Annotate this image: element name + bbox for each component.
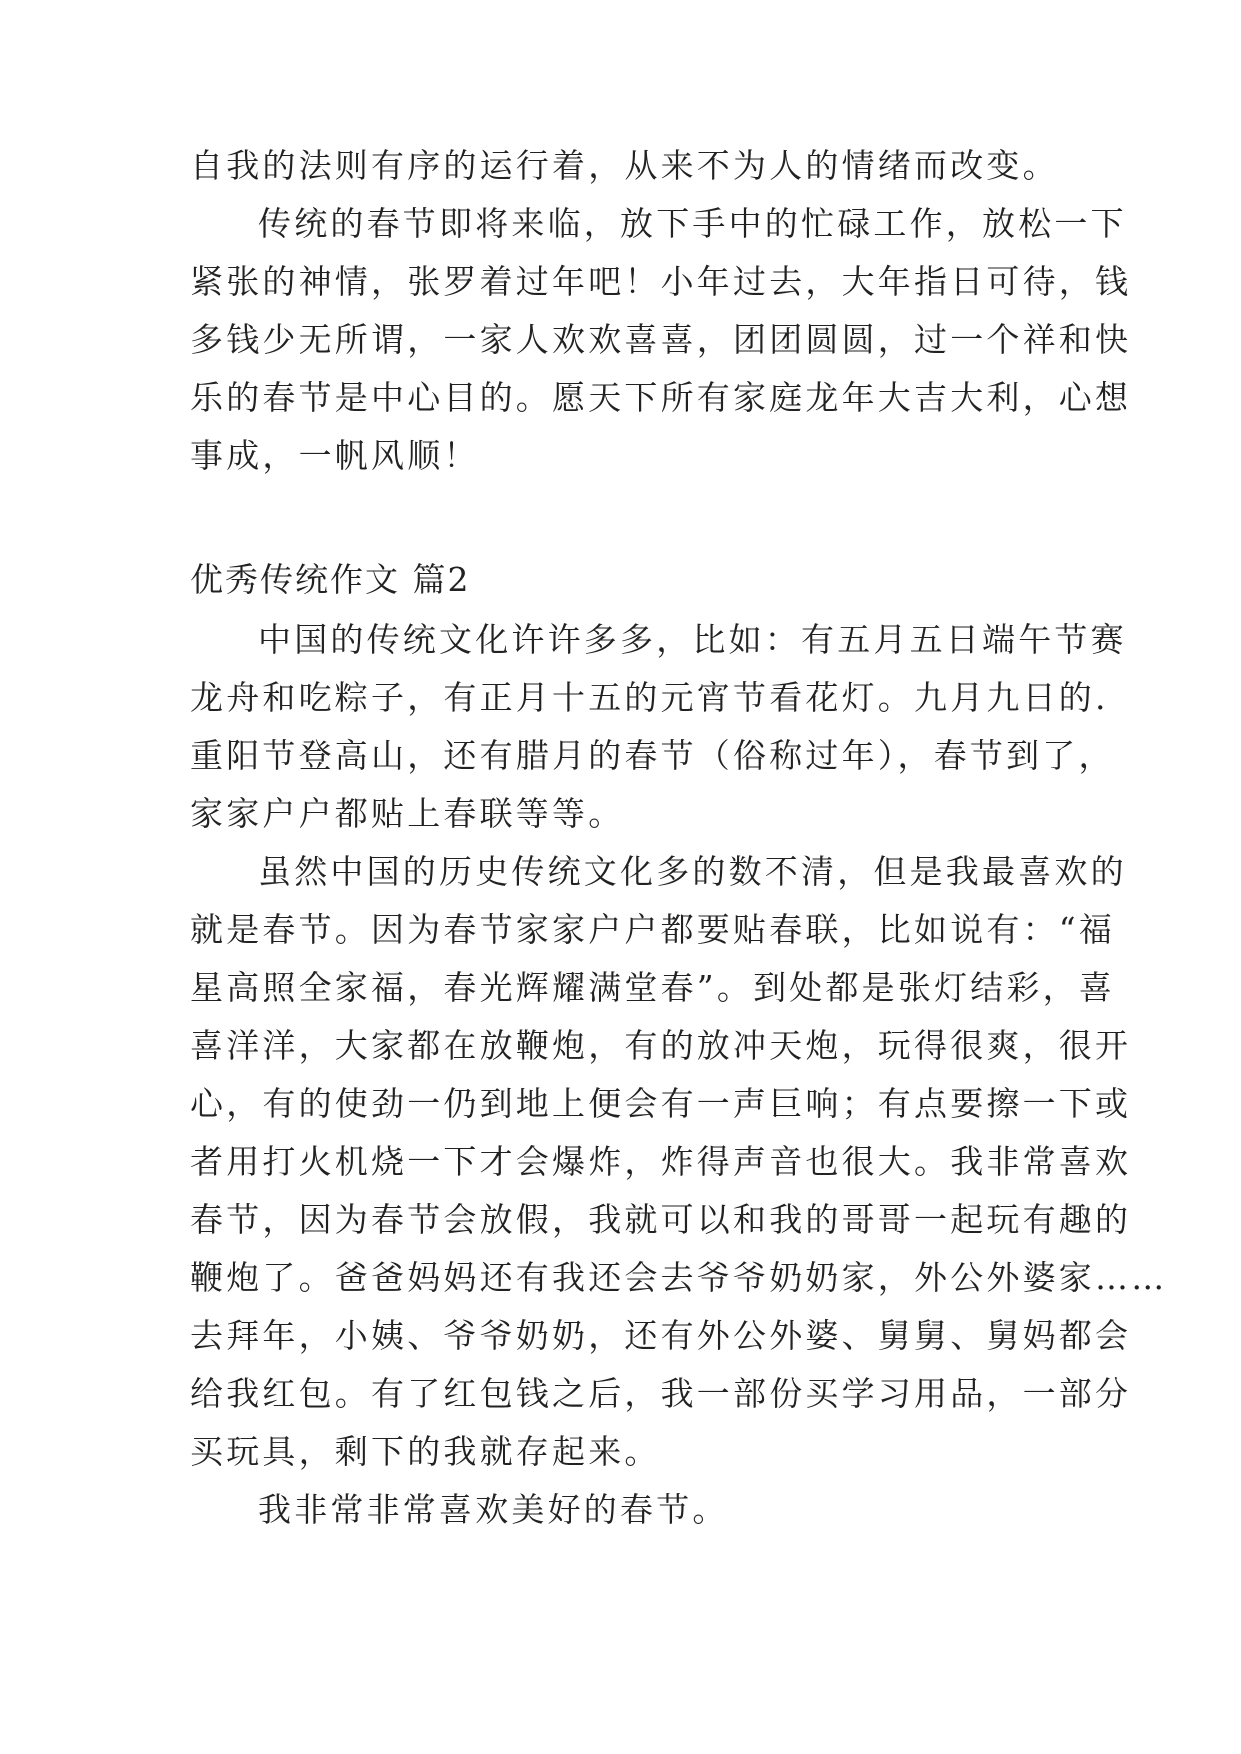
text-line: 买玩具，剩下的我就存起来。 [190,1432,661,1471]
text-line: 给我红包。有了红包钱之后，我一部份买学习用品，一部分 [190,1374,1132,1413]
text-line: 重阳节登高山，还有腊月的春节（俗称过年），春节到了， [190,736,1115,775]
section-heading: 优秀传统作文 篇2 [190,560,471,599]
text-line: 去拜年，小姨、爷爷奶奶，还有外公外婆、舅舅、舅妈都会 [190,1316,1132,1355]
text-line: 传统的春节即将来临，放下手中的忙碌工作，放松一下 [258,204,1127,243]
text-line: 多钱少无所谓，一家人欢欢喜喜，团团圆圆，过一个祥和快 [190,320,1132,359]
text-line: 星高照全家福，春光辉耀满堂春”。到处都是张灯结彩，喜 [190,968,1116,1007]
text-line: 中国的传统文化许许多多，比如：有五月五日端午节赛 [258,620,1127,659]
text-line: 紧张的神情，张罗着过年吧！小年过去，大年指日可待，钱 [190,262,1132,301]
text-line: 事成，一帆风顺！ [190,436,480,475]
text-line: 者用打火机烧一下才会爆炸，炸得声音也很大。我非常喜欢 [190,1142,1132,1181]
text-line: 心，有的使劲一仍到地上便会有一声巨响；有点要擦一下或 [190,1084,1132,1123]
text-line: 鞭炮了。爸爸妈妈还有我还会去爷爷奶奶家，外公外婆家…… [190,1258,1168,1297]
text-line: 虽然中国的历史传统文化多的数不清，但是我最喜欢的 [258,852,1127,891]
text-line: 喜洋洋，大家都在放鞭炮，有的放冲天炮，玩得很爽，很开 [190,1026,1132,1065]
text-line: 乐的春节是中心目的。愿天下所有家庭龙年大吉大利，心想 [190,378,1132,417]
text-line: 我非常非常喜欢美好的春节。 [258,1490,729,1529]
text-line: 龙舟和吃粽子，有正月十五的元宵节看花灯。九月九日的. [190,678,1109,717]
text-line: 就是春节。因为春节家家户户都要贴春联，比如说有：“福 [190,910,1116,949]
text-line: 家家户户都贴上春联等等。 [190,794,625,833]
text-line: 自我的法则有序的运行着，从来不为人的情绪而改变。 [190,146,1059,185]
text-line: 春节，因为春节会放假，我就可以和我的哥哥一起玩有趣的 [190,1200,1132,1239]
